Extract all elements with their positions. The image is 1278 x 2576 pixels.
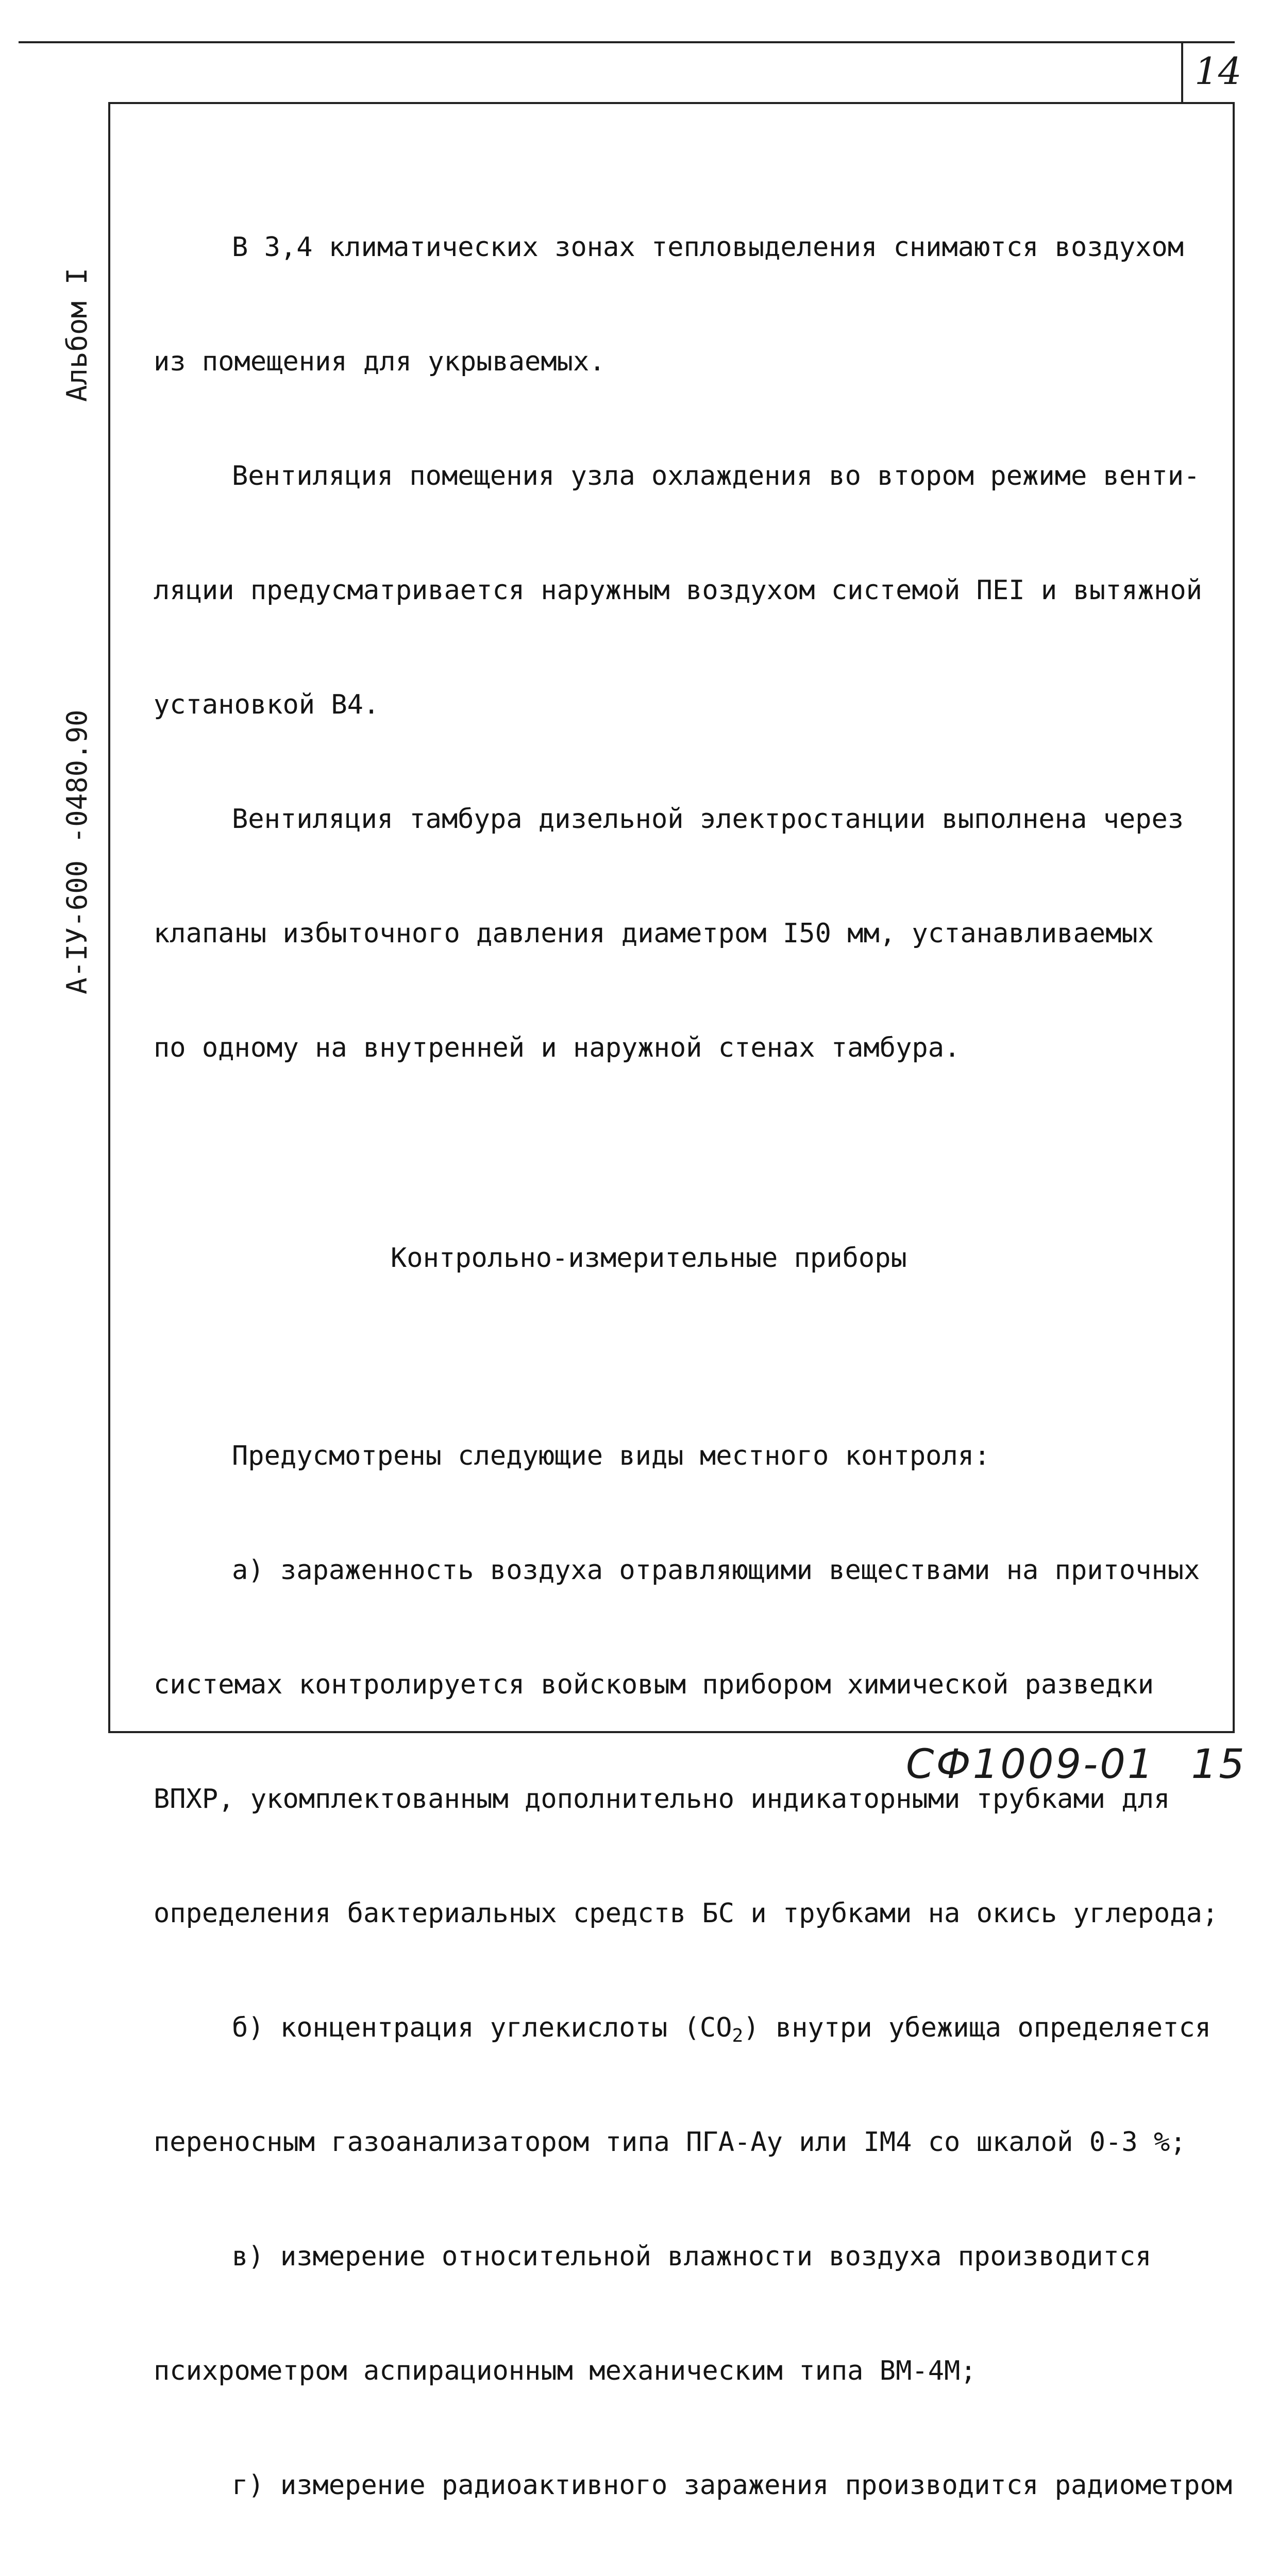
footer-stamp <box>906 1741 1247 1788</box>
text-line: определения бактериальных средств БС и трубками на окись углерода; <box>154 1898 1219 1929</box>
text-line: ВПХР, укомплектованным дополнительно индикаторными трубками для <box>154 1784 1170 1815</box>
text-line: а) зараженность воздуха отравляющими веществами на приточных <box>232 1555 1200 1586</box>
text-line: переносным газоанализатором типа ПГА-Ау или IМ4 со шкалой 0-3 %; <box>154 2127 1186 2158</box>
text-line: психрометром аспирационным механическим типа ВМ-4М; <box>154 2355 977 2386</box>
text-line <box>154 2009 1231 2047</box>
text-line: г) измерение радиоактивного заражения производится радиометром <box>232 2470 1233 2501</box>
side-label-document-code: А-IУ-600 -0480.90 <box>61 709 93 994</box>
text-line: установкой В4. <box>154 689 380 720</box>
text-line: Вентиляция тамбура дизельной электростанции выполнена через <box>232 804 1184 835</box>
footer-code: СФ1009-01 <box>906 1741 1155 1788</box>
text-line: клапаны избыточного давления диаметром I50 мм, устанавливаемых <box>154 918 1154 949</box>
page-number: 14 <box>1195 49 1242 93</box>
side-label-album: Альбом I <box>61 267 93 402</box>
text-line: системах контролируется войсковым прибором химической разведки <box>154 1669 1154 1700</box>
text-line: из помещения для укрываемых. <box>154 346 606 377</box>
text-fragment: ) внутри убежища определяется <box>743 2012 1212 2043</box>
text-line: Вентиляция помещения узла охлаждения во втором режиме венти- <box>232 461 1200 492</box>
text-fragment: б) концентрация углекислоты (СО <box>232 2012 732 2043</box>
top-rule <box>19 41 1235 43</box>
text-line: ляции предусматривается наружным воздухом системой ПЕI и вытяжной <box>154 575 1202 606</box>
text-line: В 3,4 климатических зонах тепловыделения снимаются воздухом <box>232 232 1184 263</box>
document-body <box>154 152 1231 2576</box>
text-line: Предусмотрены следующие виды местного контроля: <box>232 1440 990 1471</box>
text-line: в) измерение относительной влажности воздуха производится <box>232 2241 1152 2272</box>
section-heading-instruments: Контрольно-измерительные приборы <box>391 1243 907 1274</box>
text-line: по одному на внутренней и наружной стенах тамбура. <box>154 1032 961 1063</box>
subscript: 2 <box>732 2025 744 2046</box>
footer-sheet-number: 15 <box>1191 1741 1247 1788</box>
